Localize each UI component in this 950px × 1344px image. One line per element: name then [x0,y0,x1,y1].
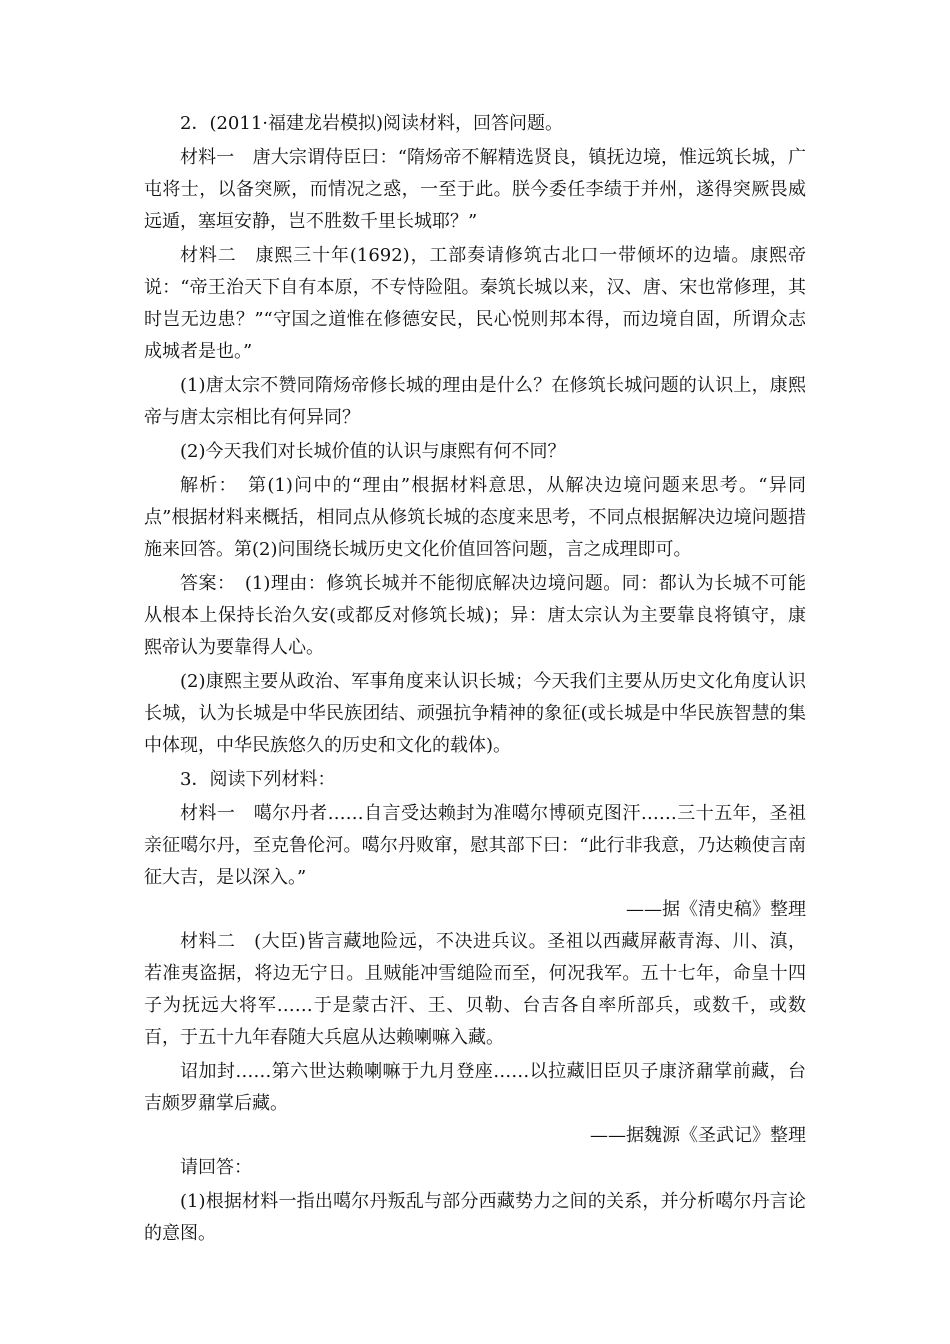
document-body [144,108,806,1250]
q2-analysis: 解析： 第(1)问中的“理由”根据材料意思，从解决边境问题来思考。“异同点”根据材料来概括，相同点从修筑长城的态度来思考，不同点根据解决边境问题措施来回答。第(2)问围绕长城历史文化价值回答问题，言之成理即可。 [144,475,806,560]
q3-material-1-source: ——据《清史稿》整理 [626,899,806,920]
q3-material-2: 材料二 (大臣)皆言藏地险远，不决进兵议。圣祖以西藏屏蔽青海、川、滇，若准夷盗据，将边无宁日。且贼能冲雪缒险而至，何况我军。五十七年，命皇十四子为抚远大将军……于是蒙古汗、王、贝勒、台吉各自率所部兵，或数千，或数百，于五十九年春随大兵扈从达赖喇嘛入藏。 [144,931,806,1048]
q2-subquestion-1: (1)唐太宗不赞同隋炀帝修长城的理由是什么？在修筑长城问题的认识上，康熙帝与唐太宗相比有何异同？ [144,375,806,428]
q2-material-1: 材料一 唐大宗谓侍臣曰：“隋炀帝不解精选贤良，镇抚边境，惟远筑长城，广屯将士，以备突厥，而情况之惑，一至于此。朕今委任李绩于并州，遂得突厥畏威远遁，塞垣安静，岂不胜数千里长城耶？” [144,147,806,232]
q2-material-2: 材料二 康熙三十年(1692)，工部奏请修筑古北口一带倾坏的边墙。康熙帝说：“帝王治天下自有本原，不专恃险阻。秦筑长城以来，汉、唐、宋也常修理，其时岂无边患？”“守国之道惟在修德安民，民心悦则邦本得，而边境自固，所谓众志成城者是也。” [144,245,806,362]
q3-prompt: 请回答： [180,1157,252,1178]
q3-material-2-source: ——据魏源《圣武记》整理 [590,1125,806,1146]
question-2-header: 2．(2011·福建龙岩模拟)阅读材料，回答问题。 [180,113,564,134]
question-3-header: 3．阅读下列材料： [180,769,336,790]
q2-answer-1: 答案： (1)理由：修筑长城并不能彻底解决边境问题。同：都认为长城不可能从根本上保持长治久安(或都反对修筑长城)；异：唐太宗认为主要靠良将镇守，康熙帝认为要靠得人心。 [144,573,806,658]
q2-answer-2: (2)康熙主要从政治、军事角度来认识长城；今天我们主要从历史文化角度认识长城，认为长城是中华民族团结、顽强抗争精神的象征(或长城是中华民族智慧的集中体现，中华民族悠久的历史和文化的载体)。 [144,671,806,756]
q3-material-2-continued: 诏加封……第六世达赖喇嘛于九月登座……以拉藏旧臣贝子康济鼐掌前藏，台吉颇罗鼐掌后藏。 [144,1061,806,1114]
q3-subquestion-1: (1)根据材料一指出噶尔丹叛乱与部分西藏势力之间的关系，并分析噶尔丹言论的意图。 [144,1191,806,1244]
q2-subquestion-2: (2)今天我们对长城价值的认识与康熙有何不同？ [180,441,566,462]
q3-material-1: 材料一 噶尔丹者……自言受达赖封为准噶尔博硕克图汗……三十五年，圣祖亲征噶尔丹，至克鲁伦河。噶尔丹败窜，慰其部下曰：“此行非我意，乃达赖使言南征大吉，是以深入。” [144,803,806,888]
